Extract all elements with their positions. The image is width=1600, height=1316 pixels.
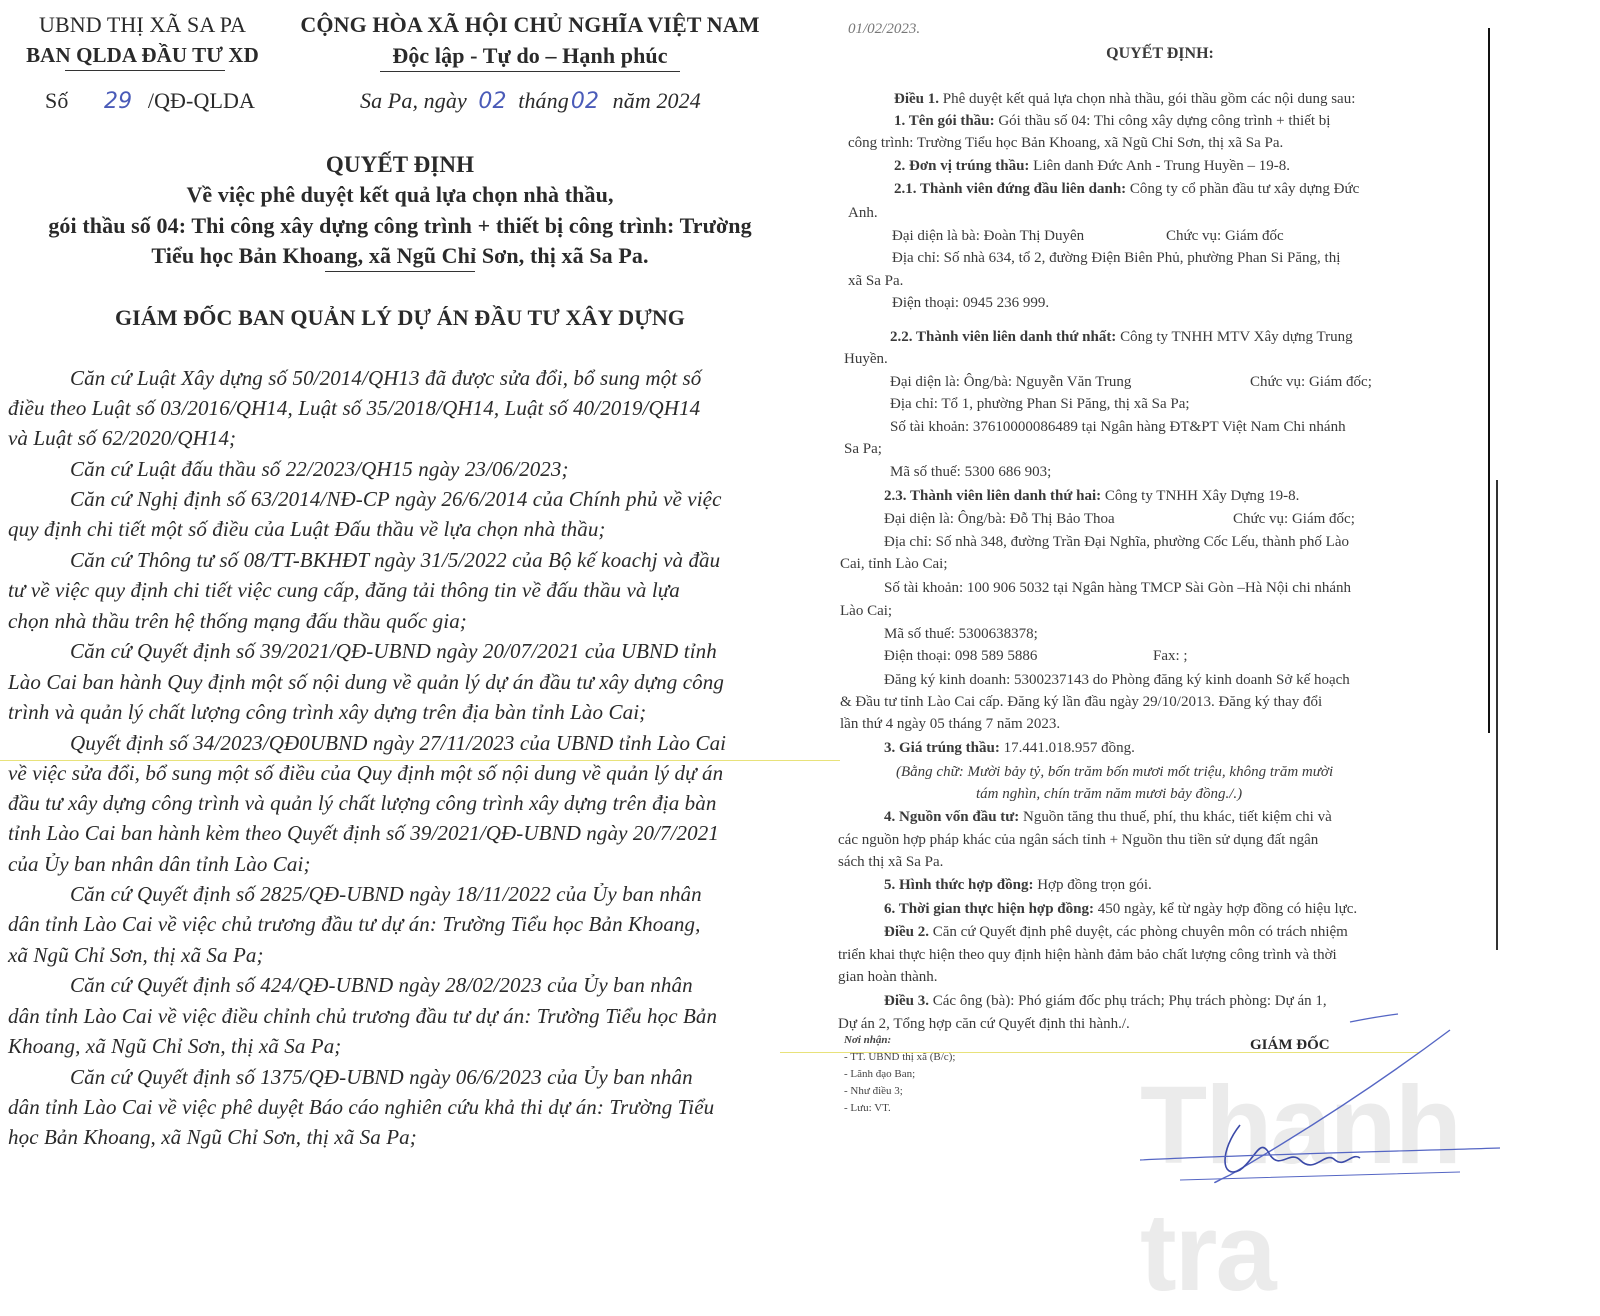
- subject-underline: [325, 271, 475, 272]
- basis-line: Căn cứ Luật Xây dựng số 50/2014/QH13 đã được sửa đổi, bổ sung một số: [70, 366, 702, 390]
- item-2-3: [884, 489, 1299, 504]
- article-1-label: Điều 1.: [894, 91, 939, 107]
- item-2-2-position: Chức vụ: Giám đốc;: [1250, 374, 1372, 390]
- item-4-text: Nguồn tăng thu thuế, phí, thu khác, tiết kiệm chi và: [1023, 809, 1332, 825]
- item-2-3-phone: Điện thoại: 098 589 5886: [884, 648, 1038, 664]
- basis-line: Lào Cai ban hành Quy định một số nội dung về quản lý dự án đầu tư xây dựng công: [8, 670, 724, 694]
- item-2-3-tax: Mã số thuế: 5300638378;: [884, 626, 1038, 642]
- item-2-3-rep: Đại diện là: Ông/bà: Đỗ Thị Bảo Thoa: [884, 511, 1115, 527]
- doc-number-suffix: /QĐ-QLDA: [147, 88, 255, 113]
- item-2-2-account-cont: Sa Pa;: [844, 441, 882, 457]
- item-4-label: 4. Nguồn vốn đầu tư:: [884, 809, 1020, 825]
- item-4: [884, 810, 1332, 825]
- doc-number: [45, 90, 255, 113]
- item-5-label: 5. Hình thức hợp đồng:: [884, 877, 1034, 893]
- item-1-text: Gói thầu số 04: Thi công xây dựng công trình + thiết bị: [998, 113, 1331, 129]
- item-3-in-words: (Bằng chữ: Mười bảy tỷ, bốn trăm bốn mươi mốt triệu, không trăm mười: [896, 764, 1334, 780]
- basis-line: chọn nhà thầu trên hệ thống mạng đấu thầu quốc gia;: [8, 609, 467, 633]
- basis-line: về việc sửa đổi, bổ sung một số điều của Quy định một số nội dung về quản lý dự án: [8, 761, 724, 785]
- article-2-cont: gian hoàn thành.: [838, 969, 938, 985]
- item-2-3-registration-cont: lần thứ 4 ngày 05 tháng 7 năm 2023.: [840, 716, 1061, 732]
- watermark: Thanh tra: [1140, 1064, 1460, 1314]
- basis-line: và Luật số 62/2020/QH14;: [8, 426, 237, 450]
- date-day-handwritten: 02: [478, 89, 507, 114]
- basis-line: quy định chi tiết một số điều của Luật Đấu thầu về lựa chọn nhà thầu;: [8, 517, 606, 541]
- article-2-text: Căn cứ Quyết định phê duyệt, các phòng chuyên môn có trách nhiệm: [932, 924, 1348, 940]
- item-2-1-address: Địa chỉ: Số nhà 634, tổ 2, đường Điện Biên Phủ, phường Phan Si Păng, thị: [892, 250, 1341, 266]
- item-2-1-cont: Anh.: [848, 205, 878, 221]
- article-3-text: Các ông (bà): Phó giám đốc phụ trách; Phụ trách phòng: Dự án 1,: [932, 993, 1327, 1009]
- item-3-text: 17.441.018.957 đồng.: [1003, 740, 1135, 756]
- decision-heading: QUYẾT ĐỊNH:: [1106, 45, 1214, 62]
- page-edge-line: [1488, 28, 1490, 733]
- basis-line: của Ủy ban nhân dân tỉnh Lào Cai;: [8, 852, 311, 876]
- article-1: [894, 92, 1355, 107]
- item-2-text: Liên danh Đức Anh - Trung Huyền – 19-8.: [1033, 158, 1291, 174]
- item-6-text: 450 ngày, kể từ ngày hợp đồng có hiệu lực.: [1097, 901, 1358, 917]
- recipients-line: - TT. UBND thị xã (B/c);: [844, 1051, 956, 1063]
- item-2-2-rep: Đại diện là: Ông/bà: Nguyễn Văn Trung: [890, 374, 1132, 390]
- item-2-3-account-cont: Lào Cai;: [840, 603, 893, 619]
- item-2-2-address: Địa chỉ: Tổ 1, phường Phan Si Păng, thị xã Sa Pa;: [890, 396, 1190, 412]
- motto-underline: [380, 71, 680, 72]
- item-2-2-account: Số tài khoản: 37610000086489 tại Ngân hàng ĐT&PT Việt Nam Chi nhánh: [890, 419, 1346, 435]
- item-2-3-registration: Đăng ký kinh doanh: 5300237143 do Phòng đăng ký kinh doanh Sở kế hoạch: [884, 672, 1350, 688]
- item-2-3-registration-cont: & Đầu tư tỉnh Lào Cai cấp. Đăng ký lần đầu ngày 29/10/2013. Đăng ký thay đổi: [840, 694, 1323, 710]
- basis-line: dân tỉnh Lào Cai về việc chủ trương đầu tư dự án: Trường Tiểu học Bản Khoang,: [8, 912, 701, 936]
- basis-line: học Bản Khoang, xã Ngũ Chỉ Sơn, thị xã Sa Pa;: [8, 1125, 417, 1149]
- basis-line: Căn cứ Thông tư số 08/TT-BKHĐT ngày 31/5/2022 của Bộ kế koachj và đầu: [70, 548, 721, 572]
- item-2: [894, 159, 1290, 174]
- basis-line: Quyết định số 34/2023/QĐ0UBND ngày 27/11/2023 của UBND tỉnh Lào Cai: [70, 731, 727, 755]
- authority-heading: GIÁM ĐỐC BAN QUẢN LÝ DỰ ÁN ĐẦU TƯ XÂY DỰNG: [114, 305, 686, 330]
- nation-title: CỘNG HÒA XÃ HỘI CHỦ NGHĨA VIỆT NAM: [300, 12, 760, 37]
- item-1-cont: công trình: Trường Tiểu học Bản Khoang, xã Ngũ Chỉ Sơn, thị xã Sa Pa.: [848, 135, 1284, 151]
- agency-department: BAN QLDA ĐẦU TƯ XD: [26, 43, 259, 67]
- article-3-cont: Dự án 2, Tổng hợp căn cứ Quyết định thi hành./.: [838, 1016, 1130, 1032]
- article-2-label: Điều 2.: [884, 924, 929, 940]
- article-1-text: Phê duyệt kết quả lựa chọn nhà thầu, gói thầu gồm các nội dung sau:: [942, 91, 1356, 107]
- item-5-text: Hợp đồng trọn gói.: [1037, 877, 1152, 893]
- basis-line: Căn cứ Quyết định số 424/QĐ-UBND ngày 28/02/2023 của Ủy ban nhân: [70, 973, 693, 997]
- nation-motto: Độc lập - Tự do – Hạnh phúc: [392, 43, 668, 68]
- item-3-in-words-cont: tám nghìn, chín trăm năm mươi bảy đồng./.): [976, 786, 1243, 802]
- doc-number-handwritten: 29: [104, 89, 133, 114]
- item-4-cont: sách thị xã Sa Pa.: [838, 854, 944, 870]
- article-2-cont: triển khai thực hiện theo quy định hiện hành đảm bảo chất lượng công trình và thời: [838, 947, 1337, 963]
- right-page: [820, 0, 1600, 1314]
- item-2-3-address-cont: Cai, tỉnh Lào Cai;: [840, 556, 948, 572]
- basis-line: trình và quản lý chất lượng công trình xây dựng trên địa bàn tỉnh Lào Cai;: [8, 700, 647, 724]
- item-2-2-label: 2.2. Thành viên liên danh thứ nhất:: [890, 329, 1117, 345]
- item-6-label: 6. Thời gian thực hiện hợp đồng:: [884, 901, 1094, 917]
- item-1: [894, 114, 1330, 129]
- article-3-label: Điều 3.: [884, 993, 929, 1009]
- item-2-3-account: Số tài khoản: 100 906 5032 tại Ngân hàng TMCP Sài Gòn –Hà Nội chi nhánh: [884, 580, 1352, 596]
- basis-line: Căn cứ Quyết định số 2825/QĐ-UBND ngày 18/11/2022 của Ủy ban nhân: [70, 882, 702, 906]
- item-2-2-tax: Mã số thuế: 5300 686 903;: [890, 464, 1052, 480]
- date-month-word: tháng: [518, 88, 569, 113]
- item-2-2-cont: Huyền.: [844, 351, 888, 367]
- item-2-2-text: Công ty TNHH MTV Xây dựng Trung: [1120, 329, 1353, 345]
- article-2: [884, 925, 1348, 940]
- basis-line: dân tỉnh Lào Cai về việc phê duyệt Báo cáo nghiên cứu khả thi dự án: Trường Tiểu: [8, 1095, 715, 1119]
- date-month-handwritten: 02: [570, 89, 600, 114]
- recipients-line: - Lãnh đạo Ban;: [844, 1068, 916, 1080]
- signature-image: [1120, 1010, 1540, 1210]
- basis-line: Căn cứ Luật đấu thầu số 22/2023/QH15 ngày 23/06/2023;: [70, 457, 569, 481]
- item-1-label: 1. Tên gói thầu:: [894, 113, 995, 129]
- article-3: [884, 994, 1327, 1009]
- item-6: [884, 902, 1357, 917]
- item-2-1-text: Công ty cổ phần đầu tư xây dựng Đức: [1129, 181, 1360, 197]
- item-2-3-position: Chức vụ: Giám đốc;: [1233, 511, 1355, 527]
- item-4-cont: các nguồn hợp pháp khác của ngân sách tỉnh + Nguồn thu tiền sử dụng đất ngân: [838, 832, 1319, 848]
- item-5: [884, 878, 1152, 893]
- signer-title: GIÁM ĐỐC: [1250, 1037, 1330, 1053]
- date-year: năm 2024: [612, 88, 701, 113]
- item-2-1-phone: Điện thoại: 0945 236 999.: [892, 295, 1050, 311]
- prev-page-date: 01/02/2023.: [848, 21, 921, 37]
- basis-line: dân tỉnh Lào Cai về việc điều chỉnh chủ trương đầu tư dự án: Trường Tiểu học Bản: [8, 1004, 718, 1028]
- agency-name: UBND THỊ XÃ SA PA: [38, 12, 247, 37]
- item-2-label: 2. Đơn vị trúng thầu:: [894, 158, 1030, 174]
- decision-subject-line-3: Tiểu học Bản Khoang, xã Ngũ Chỉ Sơn, thị xã Sa Pa.: [151, 243, 649, 268]
- basis-line: Căn cứ Nghị định số 63/2014/NĐ-CP ngày 26/6/2014 của Chính phủ về việc: [70, 487, 722, 511]
- agency-underline: [65, 70, 225, 71]
- item-3-label: 3. Giá trúng thầu:: [884, 740, 1000, 756]
- basis-line: Căn cứ Quyết định số 39/2021/QĐ-UBND ngày 20/07/2021 của UBND tỉnh: [70, 639, 717, 663]
- item-2-1-address-cont: xã Sa Pa.: [848, 273, 904, 289]
- basis-line: tỉnh Lào Cai ban hành kèm theo Quyết định số 39/2021/QĐ-UBND ngày 20/7/2021: [8, 821, 719, 845]
- doc-date: [360, 90, 701, 113]
- recipients-title: Nơi nhận:: [844, 1034, 892, 1046]
- basis-line: đầu tư xây dựng công trình và quản lý chất lượng công trình xây dựng trên địa bàn: [8, 791, 717, 815]
- date-place: Sa Pa, ngày: [360, 88, 467, 113]
- item-2-3-fax: Fax: ;: [1153, 648, 1188, 664]
- decision-subject-line-1: Về việc phê duyệt kết quả lựa chọn nhà thầu,: [186, 182, 614, 207]
- item-2-1-position: Chức vụ: Giám đốc: [1166, 228, 1284, 244]
- item-2-3-text: Công ty TNHH Xây Dựng 19-8.: [1104, 488, 1300, 504]
- item-2-1-label: 2.1. Thành viên đứng đầu liên danh:: [894, 181, 1127, 197]
- doc-number-prefix: Số: [45, 88, 69, 113]
- basis-line: điều theo Luật số 03/2016/QH14, Luật số 35/2018/QH14, Luật số 40/2019/QH14: [8, 396, 701, 420]
- basis-line: xã Ngũ Chỉ Sơn, thị xã Sa Pa;: [8, 943, 264, 967]
- item-2-1: [894, 182, 1359, 197]
- recipients-line: - Như điều 3;: [844, 1085, 903, 1097]
- item-3: [884, 741, 1135, 756]
- decision-subject-line-2: gói thầu số 04: Thi công xây dựng công trình + thiết bị công trình: Trường: [48, 213, 752, 238]
- basis-line: Khoang, xã Ngũ Chỉ Sơn, thị xã Sa Pa;: [8, 1034, 342, 1058]
- left-page: [0, 0, 820, 1219]
- recipients-line: - Lưu: VT.: [844, 1102, 891, 1114]
- basis-line: tư về việc quy định chi tiết việc cung cấp, đăng tải thông tin về đấu thầu và lựa: [8, 578, 680, 602]
- item-2-1-rep: Đại diện là bà: Đoàn Thị Duyên: [892, 228, 1085, 244]
- item-2-3-address: Địa chỉ: Số nhà 348, đường Trần Đại Nghĩa, phường Cốc Lếu, thành phố Lào: [884, 534, 1349, 550]
- item-2-3-label: 2.3. Thành viên liên danh thứ hai:: [884, 488, 1102, 504]
- basis-line: Căn cứ Quyết định số 1375/QĐ-UBND ngày 06/6/2023 của Ủy ban nhân: [70, 1065, 693, 1089]
- decision-title: QUYẾT ĐỊNH: [325, 152, 475, 177]
- page-edge-line: [1496, 480, 1498, 950]
- item-2-2: [890, 330, 1353, 345]
